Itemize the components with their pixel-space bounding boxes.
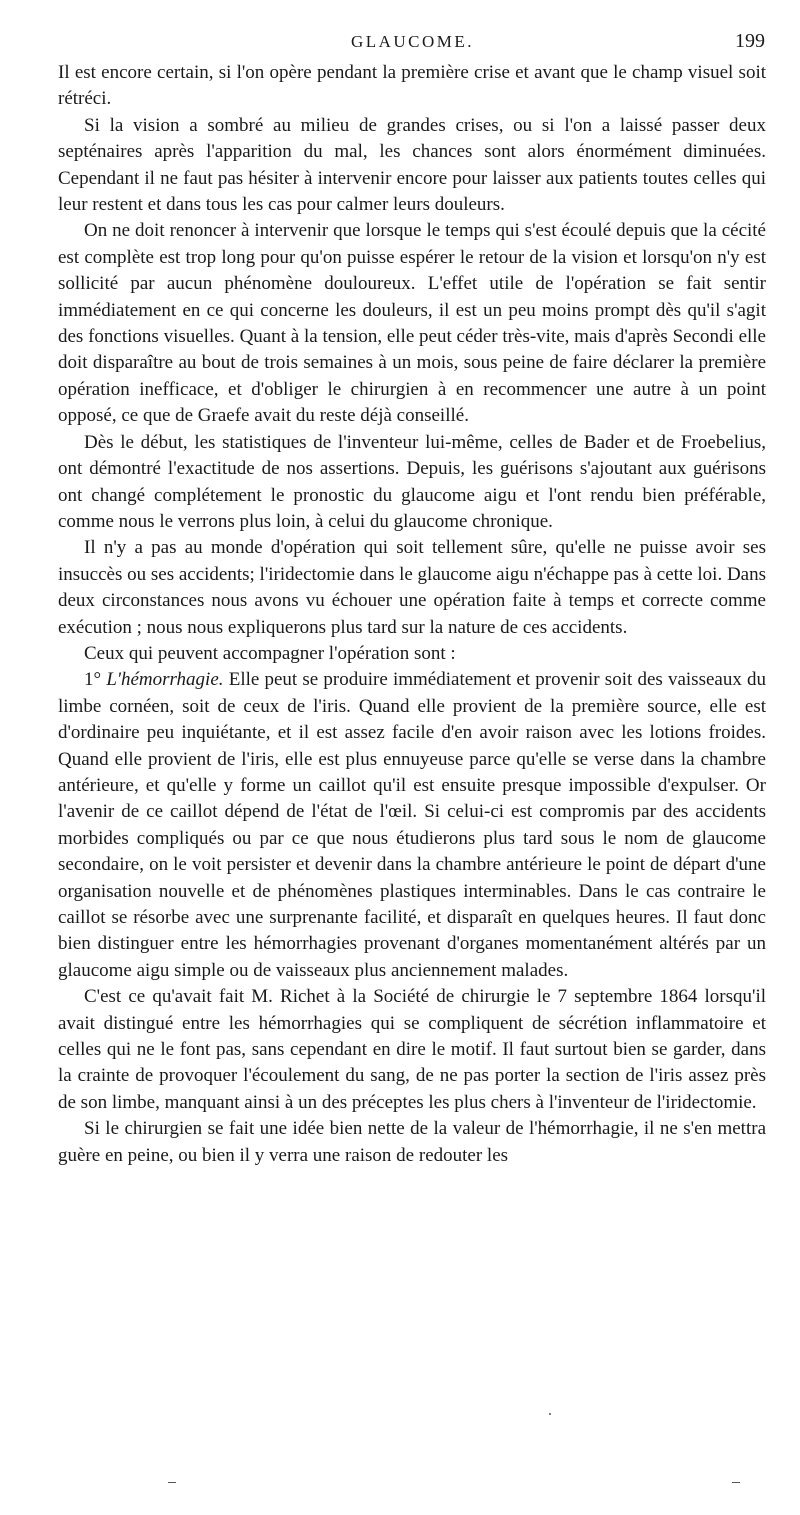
list-item	[58, 667, 766, 984]
footer-mark-right	[732, 1482, 740, 1483]
list-term: L'hémorrhagie.	[106, 669, 224, 691]
paragraph: Ceux qui peuvent accompagner l'opération sont :	[84, 642, 456, 664]
running-title: GLAUCOME.	[350, 32, 475, 51]
footer-mark-left	[168, 1482, 176, 1483]
paragraph: C'est ce qu'avait fait M. Richet à la Société de chirurgie le 7 septembre 1864 lorsqu'il avait distingué entre les hémorrhagies qui se compliquent de sécrétion inflammatoire et celles qui ne le font pas, sans cependant en dire le motif. Il faut surtout bien se garder, dans la crainte de provoquer l'écoulement du sang, de ne pas porter la section de l'iris assez près de son limbe, manquant ainsi à un des préceptes les plus chers à l'inventeur de l'iridectomie.	[58, 986, 766, 1113]
paragraph: On ne doit renoncer à intervenir que lorsque le temps qui s'est écoulé depuis que la cécité est complète est trop long pour qu'on puisse espérer le retour de la vision et lorsqu'on n'y est sollicité par aucun phénomène douloureux. L'effet utile de l'opération se fait sentir immédiatement en ce qui concerne les douleurs, il est un peu moins prompt dès qu'il s'agit des fonctions visuelles. Quant à la tension, elle peut céder très-vite, mais d'après Secondi elle doit disparaître au bout de trois semaines à un mois, sous peine de faire déclarer la première opération inefficace, et d'obliger le chirurgien à en recommencer une autre à un point opposé, ce que de Graefe avait du reste déjà conseillé.	[58, 220, 766, 427]
page-number: 199	[735, 30, 765, 52]
body-text	[58, 60, 766, 1169]
print-speck	[549, 1413, 551, 1415]
paragraph: Il n'y a pas au monde d'opération qui soit tellement sûre, qu'elle ne puisse avoir ses insuccès ou ses accidents; l'iridectomie dans le glaucome aigu n'échappe pas à cette loi. Dans deux circonstances nous avons vu échouer une opération faite à temps et correcte comme exécution ; nous nous expliquerons plus tard sur la nature de ces accidents.	[58, 537, 767, 638]
paragraph: Dès le début, les statistiques de l'inventeur lui-même, celles de Bader et de Froebelius, ont démontré l'exactitude de nos assertions. Depuis, les guérisons s'ajoutant aux guérisons ont changé complétement le pronostic du glaucome aigu et l'ont rendu bien préférable, comme nous le verrons plus loin, à celui du glaucome chronique.	[58, 431, 766, 532]
paragraph: Il est encore certain, si l'on opère pendant la première crise et avant que le champ visuel soit rétréci.	[58, 62, 766, 110]
list-text: Elle peut se produire immédiatement et provenir soit des vaisseaux du limbe cornéen, soit de ceux de l'iris. Quand elle provient de la première source, elle est d'ordinaire peu inquiétante, et il est assez facile d'en avoir raison avec les lotions froides. Quand elle provient de l'iris, elle est plus ennuyeuse parce qu'elle se verse dans la chambre antérieure, et qu'elle y forme un caillot qu'il est ensuite presque impossible d'expulser. Or l'avenir de ce caillot dépend de l'état de l'œil. Si celui-ci est compromis par des accidents morbides compliqués ou par ce que nous étudierons plus tard sous le nom de glaucome secondaire, on le voit persister et devenir dans la chambre antérieure le point de départ d'une organisation nouvelle et de phénomènes plastiques interminables. Dans le cas contraire le caillot se résorbe avec une surprenante facilité, et disparaît en quelques heures. Il faut donc bien distinguer entre les hémorrhagies provenant d'organes momentanément altérés par un glaucome aigu simple ou de vaisseaux plus anciennement malades.	[58, 669, 767, 981]
paragraph: Si la vision a sombré au milieu de grandes crises, ou si l'on a laissé passer deux septénaires après l'apparition du mal, les chances sont alors énormément diminuées. Cependant il ne faut pas hésiter à intervenir encore pour laisser aux patients toutes celles qui leur restent et dans tous les cas pour calmer leurs douleurs.	[58, 114, 766, 216]
paragraph: Si le chirurgien se fait une idée bien nette de la valeur de l'hémorrhagie, il ne s'en mettra guère en peine, ou bien il y verra une raison de redouter les	[58, 1118, 766, 1166]
running-head	[60, 32, 765, 58]
list-marker: 1°	[84, 669, 102, 691]
